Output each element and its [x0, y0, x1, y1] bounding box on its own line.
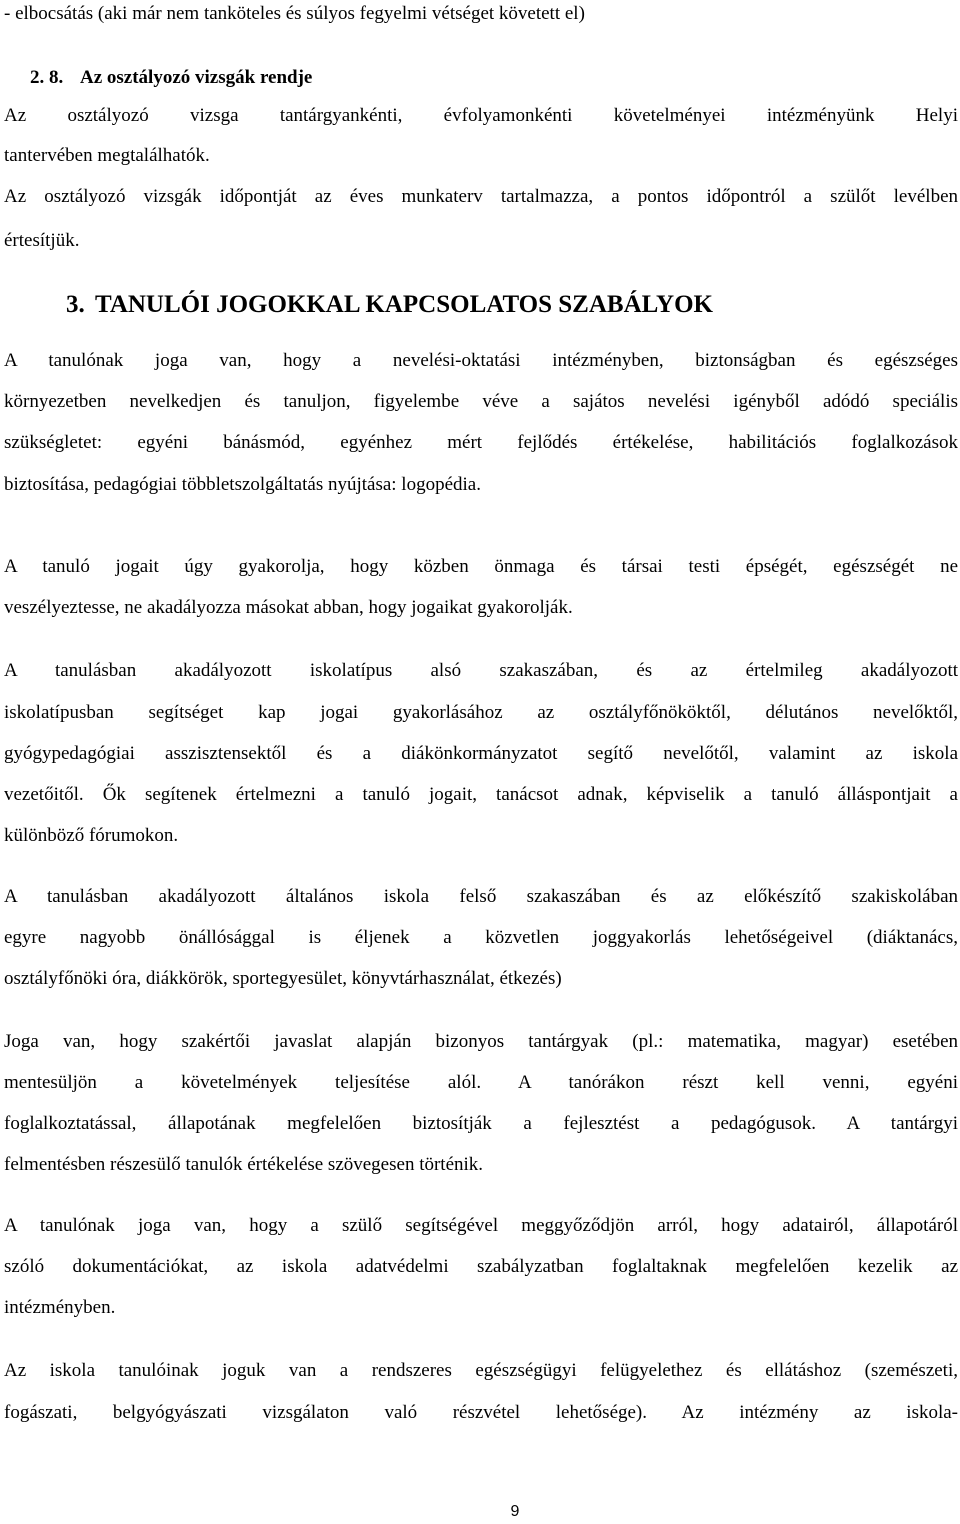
- text-line: szóló dokumentációkat, az iskola adatvédelmi szabályzatban foglaltaknak megfelelően kezelik az: [4, 1256, 958, 1277]
- text-line: A tanuló jogait úgy gyakorolja, hogy közben önmaga és társai testi épségét, egészségét ne: [4, 556, 958, 577]
- text-line: A tanulásban akadályozott iskolatípus alsó szakaszában, és az értelmileg akadályozott: [4, 660, 958, 681]
- text-line: értesítjük.: [4, 230, 80, 251]
- text-line: Az iskola tanulóinak joguk van a rendszeres egészségügyi felügyelethez és ellátáshoz (szemészeti,: [4, 1360, 958, 1381]
- text-line: környezetben nevelkedjen és tanuljon, figyelembe véve a sajátos nevelési igényből adódó speciális: [4, 391, 958, 412]
- text-line: Az osztályozó vizsga tantárgyankénti, évfolyamonkénti követelményei intézményünk Helyi: [4, 105, 958, 126]
- text-line: egyre nagyobb önállósággal is éljenek a közvetlen joggyakorlás lehetőségeivel (diáktanács,: [4, 927, 958, 948]
- text-line: A tanulónak joga van, hogy a nevelési-oktatási intézményben, biztonságban és egészséges: [4, 350, 958, 371]
- text-line: intézményben.: [4, 1297, 116, 1318]
- section-title: TANULÓI JOGOKKAL KAPCSOLATOS SZABÁLYOK: [95, 291, 713, 318]
- text-line: - elbocsátás (aki már nem tanköteles és súlyos fegyelmi vétséget követett el): [4, 3, 585, 24]
- text-line: mentesüljön a követelmények teljesítése alól. A tanórákon részt kell venni, egyéni: [4, 1072, 958, 1093]
- text-line: veszélyeztesse, ne akadályozza másokat abban, hogy jogaikat gyakorolják.: [4, 597, 573, 618]
- section-number: 3.: [66, 291, 85, 318]
- text-line: osztályfőnöki óra, diákkörök, sportegyesület, könyvtárhasználat, étkezés): [4, 968, 562, 989]
- text-line: biztosítása, pedagógiai többletszolgáltatás nyújtása: logopédia.: [4, 474, 481, 495]
- subsection-number: 2. 8.: [30, 67, 64, 88]
- text-line: szükségletet: egyéni bánásmód, egyénhez mért fejlődés értékelése, habilitációs foglalkozások: [4, 432, 958, 453]
- text-line: Az osztályozó vizsgák időpontját az éves munkaterv tartalmazza, a pontos időpontról a szülőt levélben: [4, 186, 958, 207]
- text-line: fogászati, belgyógyászati vizsgálaton való részvétel lehetősége). Az intézmény az iskola-: [4, 1402, 958, 1423]
- text-line: különböző fórumokon.: [4, 825, 179, 846]
- text-line: A tanulásban akadályozott általános iskola felső szakaszában és az előkészítő szakiskolában: [4, 886, 958, 907]
- page-number: 9: [510, 1503, 520, 1520]
- text-line: felmentésben részesülő tanulók értékelése szövegesen történik.: [4, 1154, 484, 1175]
- subsection-title: Az osztályozó vizsgák rendje: [80, 67, 313, 88]
- text-line: foglalkoztatással, állapotának megfelelően biztosítják a fejlesztést a pedagógusok. A tantárgyi: [4, 1113, 958, 1134]
- text-line: tantervében megtalálhatók.: [4, 145, 210, 166]
- text-line: gyógypedagógiai asszisztensektől és a diákönkormányzatot segítő nevelőtől, valamint az iskola: [4, 743, 958, 764]
- text-line: A tanulónak joga van, hogy a szülő segítségével meggyőződjön arról, hogy adatairól, állapotáról: [4, 1215, 958, 1236]
- text-line: Joga van, hogy szakértői javaslat alapján bizonyos tantárgyak (pl.: matematika, magyar) esetében: [4, 1031, 958, 1052]
- text-line: iskolatípusban segítséget kap jogai gyakorlásához az osztályfőnököktől, délutános nevelőktől,: [4, 702, 958, 723]
- text-line: vezetőitől. Ők segítenek értelmezni a tanuló jogait, tanácsot adnak, képviselik a tanuló álláspontjait a: [4, 784, 958, 805]
